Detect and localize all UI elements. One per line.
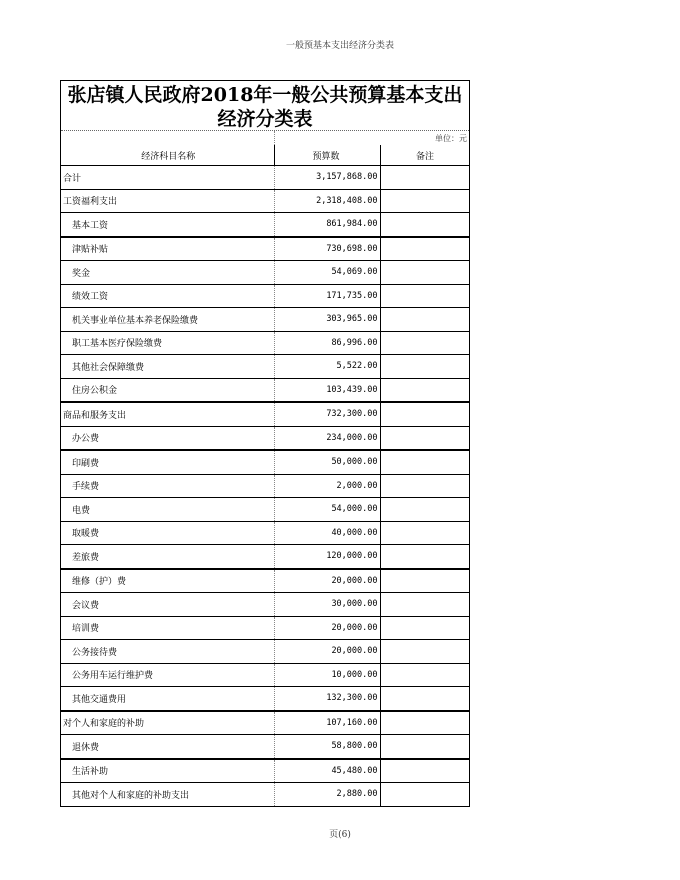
- item-remark: [380, 308, 470, 332]
- item-name: 差旅费: [61, 545, 274, 569]
- item-name: 维修（护）费: [61, 569, 274, 593]
- item-remark: [380, 593, 470, 617]
- item-amount: 234,000.00: [274, 426, 380, 450]
- item-name: 工资福利支出: [61, 189, 274, 213]
- item-amount: 861,984.00: [274, 213, 380, 237]
- unit-label: 单位：元: [435, 134, 467, 143]
- item-amount: 58,800.00: [274, 735, 380, 759]
- item-name: 商品和服务支出: [61, 402, 274, 426]
- item-remark: [380, 640, 470, 664]
- item-amount: 86,996.00: [274, 331, 380, 355]
- item-remark: [380, 735, 470, 759]
- table-row: [61, 593, 470, 617]
- table-row: [61, 521, 470, 545]
- item-name: 住房公积金: [61, 378, 274, 402]
- item-remark: [380, 331, 470, 355]
- table-row: [61, 735, 470, 759]
- item-remark: [380, 166, 470, 190]
- item-name: 奖金: [61, 261, 274, 285]
- item-amount: 2,880.00: [274, 783, 380, 807]
- item-name: 职工基本医疗保险缴费: [61, 331, 274, 355]
- table-row: [61, 711, 470, 735]
- item-name: 取暖费: [61, 521, 274, 545]
- item-remark: [380, 663, 470, 687]
- item-name: 其他交通费用: [61, 687, 274, 711]
- table-row: [61, 331, 470, 355]
- table-row: [61, 213, 470, 237]
- item-name: 培训费: [61, 616, 274, 640]
- item-name: 会议费: [61, 593, 274, 617]
- item-remark: [380, 284, 470, 308]
- budget-sheet: [60, 80, 470, 807]
- item-amount: 45,480.00: [274, 759, 380, 783]
- item-name: 机关事业单位基本养老保险缴费: [61, 308, 274, 332]
- budget-table: [61, 145, 470, 807]
- item-remark: [380, 474, 470, 498]
- item-amount: 50,000.00: [274, 450, 380, 474]
- item-name: 其他社会保障缴费: [61, 355, 274, 379]
- item-amount: 103,439.00: [274, 378, 380, 402]
- item-amount: 20,000.00: [274, 616, 380, 640]
- item-remark: [380, 569, 470, 593]
- item-remark: [380, 189, 470, 213]
- item-name: 生活补助: [61, 759, 274, 783]
- item-name: 基本工资: [61, 213, 274, 237]
- item-amount: 107,160.00: [274, 711, 380, 735]
- item-remark: [380, 237, 470, 261]
- item-amount: 10,000.00: [274, 663, 380, 687]
- item-amount: 20,000.00: [274, 569, 380, 593]
- item-remark: [380, 616, 470, 640]
- table-row: [61, 569, 470, 593]
- table-row: [61, 450, 470, 474]
- table-row: [61, 426, 470, 450]
- item-name: 电费: [61, 498, 274, 522]
- table-row: [61, 378, 470, 402]
- item-amount: 30,000.00: [274, 593, 380, 617]
- item-amount: 730,698.00: [274, 237, 380, 261]
- item-amount: 54,069.00: [274, 261, 380, 285]
- page-header: 一般预基本支出经济分类表: [285, 41, 394, 51]
- table-row: [61, 545, 470, 569]
- table-row: [61, 261, 470, 285]
- item-name: 绩效工资: [61, 284, 274, 308]
- table-row: [61, 498, 470, 522]
- item-name: 津贴补贴: [61, 237, 274, 261]
- item-name: 合计: [61, 166, 274, 190]
- table-row: [61, 474, 470, 498]
- table-row: [61, 687, 470, 711]
- unit-row: [61, 131, 469, 145]
- table-row: [61, 759, 470, 783]
- item-amount: 2,000.00: [274, 474, 380, 498]
- table-row: [61, 237, 470, 261]
- column-header-remark: 备注: [380, 145, 470, 166]
- table-row: [61, 663, 470, 687]
- item-remark: [380, 378, 470, 402]
- table-row: [61, 308, 470, 332]
- item-name: 公务用车运行维护费: [61, 663, 274, 687]
- table-row: [61, 284, 470, 308]
- item-name: 对个人和家庭的补助: [61, 711, 274, 735]
- table-row: [61, 640, 470, 664]
- table-row: [61, 189, 470, 213]
- item-remark: [380, 213, 470, 237]
- column-header-name: 经济科目名称: [61, 145, 274, 166]
- page-footer: 页(6): [329, 830, 351, 840]
- item-remark: [380, 711, 470, 735]
- item-remark: [380, 687, 470, 711]
- item-remark: [380, 402, 470, 426]
- item-name: 印刷费: [61, 450, 274, 474]
- table-title: 张店镇人民政府2018年一般公共预算基本支出经济分类表: [61, 81, 469, 131]
- item-amount: 5,522.00: [274, 355, 380, 379]
- item-amount: 40,000.00: [274, 521, 380, 545]
- table-header-row: [61, 145, 470, 166]
- table-row: [61, 616, 470, 640]
- item-amount: 3,157,868.00: [274, 166, 380, 190]
- item-amount: 54,000.00: [274, 498, 380, 522]
- item-name: 其他对个人和家庭的补助支出: [61, 783, 274, 807]
- item-name: 办公费: [61, 426, 274, 450]
- item-amount: 2,318,408.00: [274, 189, 380, 213]
- item-amount: 20,000.00: [274, 640, 380, 664]
- item-name: 公务接待费: [61, 640, 274, 664]
- table-row: [61, 355, 470, 379]
- item-amount: 303,965.00: [274, 308, 380, 332]
- table-row: [61, 783, 470, 807]
- item-amount: 120,000.00: [274, 545, 380, 569]
- item-amount: 732,300.00: [274, 402, 380, 426]
- item-remark: [380, 545, 470, 569]
- item-amount: 132,300.00: [274, 687, 380, 711]
- item-name: 退休费: [61, 735, 274, 759]
- item-name: 手续费: [61, 474, 274, 498]
- item-remark: [380, 261, 470, 285]
- item-remark: [380, 355, 470, 379]
- item-remark: [380, 759, 470, 783]
- table-row: [61, 166, 470, 190]
- unit-row-divider: [274, 131, 275, 145]
- item-remark: [380, 521, 470, 545]
- item-remark: [380, 498, 470, 522]
- item-remark: [380, 426, 470, 450]
- item-amount: 171,735.00: [274, 284, 380, 308]
- item-remark: [380, 450, 470, 474]
- column-header-amount: 预算数: [274, 145, 380, 166]
- item-remark: [380, 783, 470, 807]
- table-row: [61, 402, 470, 426]
